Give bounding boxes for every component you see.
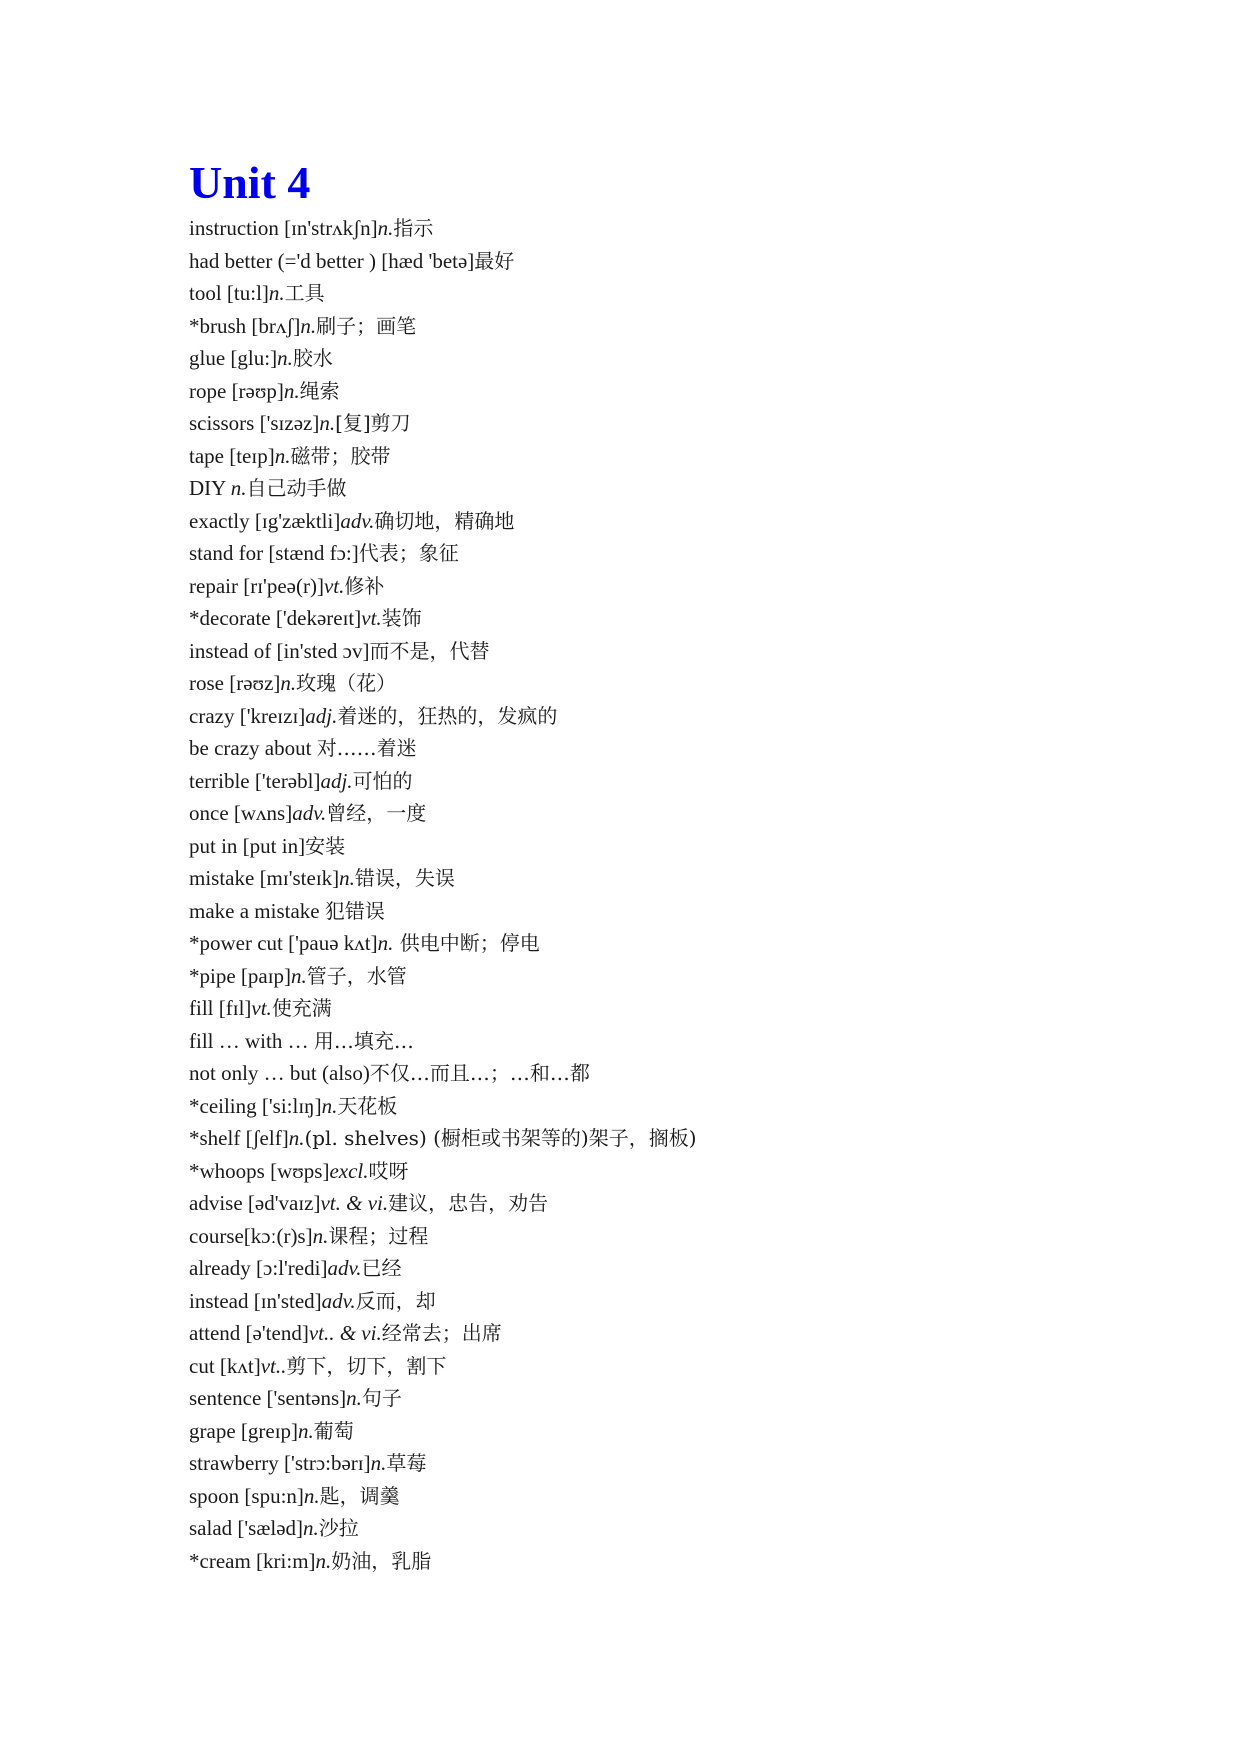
- entry-meaning: 课程；过程: [328, 1223, 429, 1248]
- entry-word: *power cut ['pauə kʌt]: [189, 931, 378, 955]
- entry-meaning: 哎呀: [368, 1158, 409, 1183]
- entry-word: *cream [kri:m]: [189, 1548, 316, 1573]
- entry-meaning: 使充满: [271, 996, 332, 1020]
- entry-part-of-speech: n.: [298, 1418, 314, 1443]
- entry-meaning: 匙，调羹: [319, 1483, 400, 1508]
- entry-part-of-speech: n.: [303, 1483, 320, 1508]
- entry-meaning: 葡萄: [313, 1418, 354, 1443]
- entry-word: instead [ɪn'sted]: [189, 1288, 322, 1313]
- entry-word: not only … but (also): [189, 1061, 370, 1085]
- entry-part-of-speech: n.: [274, 443, 291, 468]
- vocabulary-entry: [189, 1447, 1149, 1480]
- entry-word: fill [fɪl]: [189, 996, 252, 1020]
- entry-part-of-speech: n.: [377, 216, 394, 240]
- vocabulary-entry: [189, 1122, 1149, 1155]
- vocabulary-entry: [189, 602, 1149, 635]
- vocabulary-entry: [189, 212, 1149, 245]
- entry-part-of-speech: excl.: [329, 1158, 369, 1183]
- entry-word: stand for [stænd fɔ:]: [189, 541, 359, 565]
- entry-meaning: 胶水: [292, 346, 333, 370]
- vocabulary-entry: [189, 1187, 1149, 1220]
- entry-meaning: 修补: [344, 573, 385, 598]
- vocabulary-entry: [189, 1090, 1149, 1123]
- entry-meaning: 绳索: [299, 378, 340, 403]
- vocabulary-entry: [189, 895, 1149, 928]
- entry-part-of-speech: n.: [280, 671, 297, 695]
- entry-meaning: 代表；象征: [358, 541, 459, 565]
- vocabulary-entry: [189, 1057, 1149, 1090]
- entry-meaning: (pl. shelves) (橱柜或书架等的)架子，搁板): [304, 1126, 697, 1150]
- entry-part-of-speech: n.: [300, 313, 317, 338]
- entry-word: course[kɔː(r)s]: [189, 1223, 313, 1248]
- entry-meaning: 不仅…而且…；…和…都: [369, 1061, 590, 1085]
- entry-part-of-speech: n.: [377, 931, 394, 955]
- entry-word: tool [tu:l]: [189, 281, 269, 305]
- entry-meaning: 句子: [361, 1386, 402, 1410]
- entry-part-of-speech: adv.: [292, 801, 327, 825]
- entry-word: rope [rəʊp]: [189, 378, 284, 403]
- entry-meaning: 最好: [474, 248, 515, 273]
- entry-word: terrible ['terəbl]: [189, 768, 321, 793]
- document-page: [189, 158, 1149, 1577]
- entry-part-of-speech: n.: [230, 476, 247, 500]
- vocabulary-entry: [189, 1025, 1149, 1058]
- entry-word: strawberry ['strɔ:bərɪ]: [189, 1451, 371, 1475]
- entry-part-of-speech: adj.: [305, 703, 338, 728]
- entry-meaning: 奶油，乳脂: [331, 1548, 432, 1573]
- entry-part-of-speech: adv.: [340, 508, 375, 533]
- vocabulary-entry: [189, 1220, 1149, 1253]
- entry-word: sentence ['sentəns]: [189, 1386, 347, 1410]
- vocabulary-entry: [189, 1480, 1149, 1513]
- entry-meaning: 建议，忠告，劝告: [388, 1191, 549, 1215]
- entry-meaning: 工具: [284, 281, 325, 305]
- entry-part-of-speech: n.: [346, 1386, 362, 1410]
- vocabulary-entry: [189, 342, 1149, 375]
- vocabulary-entry: [189, 765, 1149, 798]
- vocabulary-entry: [189, 1285, 1149, 1318]
- entry-word: scissors ['sɪzəz]: [189, 411, 320, 435]
- vocabulary-entry: [189, 1545, 1149, 1578]
- entry-meaning: 曾经，一度: [326, 801, 427, 825]
- entry-meaning: 已经: [361, 1256, 402, 1280]
- vocabulary-entry: [189, 472, 1149, 505]
- entry-part-of-speech: adv.: [321, 1288, 356, 1313]
- entry-meaning: 反而，却: [355, 1288, 436, 1313]
- entry-word: tape [teɪp]: [189, 443, 275, 468]
- entry-meaning: 自己动手做: [246, 476, 347, 500]
- vocabulary-entry: [189, 1512, 1149, 1545]
- entry-word: *shelf [ʃelf]: [189, 1126, 289, 1150]
- entry-meaning: 着迷的，狂热的，发疯的: [337, 703, 558, 728]
- vocabulary-entry: [189, 830, 1149, 863]
- entry-meaning: 可怕的: [352, 768, 413, 793]
- unit-title: Unit 4: [189, 157, 311, 208]
- vocabulary-entry: [189, 277, 1149, 310]
- vocabulary-entry: [189, 700, 1149, 733]
- entry-word: mistake [mɪ'steɪk]: [189, 866, 340, 890]
- entry-meaning: [复]剪刀: [335, 411, 411, 435]
- entry-part-of-speech: adv.: [327, 1256, 362, 1280]
- entry-word: repair [rɪ'peə(r)]: [189, 573, 324, 598]
- entry-word: *brush [brʌʃ]: [189, 313, 301, 338]
- entry-word: be crazy about: [189, 736, 317, 760]
- entry-part-of-speech: vt.: [323, 573, 345, 598]
- vocabulary-entry: [189, 732, 1149, 765]
- entry-word: make a mistake: [189, 898, 325, 923]
- entry-part-of-speech: n.: [268, 281, 285, 305]
- vocabulary-entry: [189, 667, 1149, 700]
- entry-part-of-speech: n.: [283, 378, 300, 403]
- vocabulary-entry: [189, 440, 1149, 473]
- vocabulary-entry: [189, 375, 1149, 408]
- entry-meaning: 对……着迷: [316, 736, 417, 760]
- entry-meaning: 剪下，切下，割下: [286, 1353, 447, 1378]
- entry-meaning: 指示: [393, 216, 434, 240]
- entry-part-of-speech: vt..: [260, 1353, 287, 1378]
- entry-meaning: 犯错误: [324, 898, 385, 923]
- vocabulary-entry: [189, 862, 1149, 895]
- entry-meaning: 装饰: [381, 606, 422, 630]
- entry-part-of-speech: n.: [277, 346, 293, 370]
- entry-part-of-speech: vt.: [251, 996, 272, 1020]
- entry-part-of-speech: n.: [370, 1451, 387, 1475]
- entry-meaning: 草莓: [386, 1451, 427, 1475]
- vocabulary-entry: [189, 635, 1149, 668]
- entry-word: once [wʌns]: [189, 801, 293, 825]
- entry-meaning: 用…填充…: [313, 1028, 414, 1053]
- entry-word: crazy ['kreɪzɪ]: [189, 703, 306, 728]
- vocabulary-entry: [189, 245, 1149, 278]
- entry-word: grape [greɪp]: [189, 1418, 299, 1443]
- vocabulary-entry: [189, 992, 1149, 1025]
- vocabulary-entry: [189, 1350, 1149, 1383]
- entry-meaning: 确切地，精确地: [374, 508, 515, 533]
- entry-word: *whoops [wʊps]: [189, 1158, 330, 1183]
- vocabulary-entry: [189, 1382, 1149, 1415]
- vocabulary-entry: [189, 960, 1149, 993]
- entry-part-of-speech: n.: [312, 1223, 329, 1248]
- entry-part-of-speech: n.: [321, 1093, 338, 1118]
- vocabulary-entry: [189, 1317, 1149, 1350]
- entry-meaning: 供电中断；停电: [393, 931, 540, 955]
- vocabulary-entry: [189, 407, 1149, 440]
- entry-part-of-speech: n.: [339, 866, 355, 890]
- vocabulary-entry: [189, 1252, 1149, 1285]
- entry-meaning: 天花板: [337, 1093, 398, 1118]
- entry-part-of-speech: n.: [315, 1548, 332, 1573]
- vocabulary-list: [189, 212, 1149, 1577]
- entry-part-of-speech: vt. & vi.: [320, 1191, 389, 1215]
- entry-word: *ceiling ['si:lɪŋ]: [189, 1093, 322, 1118]
- entry-part-of-speech: vt.: [361, 606, 382, 630]
- entry-meaning: 而不是，代替: [369, 638, 490, 663]
- entry-word: advise [əd'vaɪz]: [189, 1191, 321, 1215]
- entry-part-of-speech: n.: [288, 1126, 305, 1150]
- entry-part-of-speech: n.: [291, 963, 307, 988]
- vocabulary-entry: [189, 505, 1149, 538]
- entry-word: put in [put in]: [189, 833, 306, 858]
- entry-part-of-speech: n.: [319, 411, 336, 435]
- entry-word: instruction [ɪn'strʌkʃn]: [189, 216, 378, 240]
- entry-part-of-speech: n.: [303, 1516, 319, 1540]
- entry-word: glue [glu:]: [189, 346, 278, 370]
- vocabulary-entry: [189, 927, 1149, 960]
- entry-meaning: 错误，失误: [354, 866, 455, 890]
- vocabulary-entry: [189, 537, 1149, 570]
- entry-word: instead of [in'sted ɔv]: [189, 638, 370, 663]
- entry-word: had better (='d better ) [hæd 'betə]: [189, 248, 475, 273]
- entry-word: attend [ə'tend]: [189, 1321, 309, 1345]
- entry-word: exactly [ɪg'zæktli]: [189, 508, 341, 533]
- entry-part-of-speech: vt.. & vi.: [308, 1321, 382, 1345]
- entry-meaning: 沙拉: [318, 1516, 359, 1540]
- vocabulary-entry: [189, 1155, 1149, 1188]
- entry-part-of-speech: adj.: [320, 768, 353, 793]
- entry-word: rose [rəʊz]: [189, 671, 281, 695]
- entry-meaning: 管子，水管: [306, 963, 407, 988]
- vocabulary-entry: [189, 570, 1149, 603]
- entry-word: salad ['sæləd]: [189, 1516, 304, 1540]
- entry-word: DIY: [189, 476, 231, 500]
- entry-meaning: 磁带；胶带: [290, 443, 391, 468]
- entry-word: fill … with …: [189, 1028, 314, 1053]
- entry-word: *decorate ['dekəreɪt]: [189, 606, 362, 630]
- vocabulary-entry: [189, 797, 1149, 830]
- entry-meaning: 刷子；画笔: [316, 313, 417, 338]
- vocabulary-entry: [189, 310, 1149, 343]
- entry-word: *pipe [paɪp]: [189, 963, 292, 988]
- entry-meaning: 玫瑰（花）: [296, 671, 397, 695]
- entry-word: cut [kʌt]: [189, 1353, 261, 1378]
- entry-word: already [ɔ:l'redi]: [189, 1256, 328, 1280]
- entry-word: spoon [spu:n]: [189, 1483, 304, 1508]
- entry-meaning: 安装: [305, 833, 346, 858]
- vocabulary-entry: [189, 1415, 1149, 1448]
- entry-meaning: 经常去；出席: [381, 1321, 502, 1345]
